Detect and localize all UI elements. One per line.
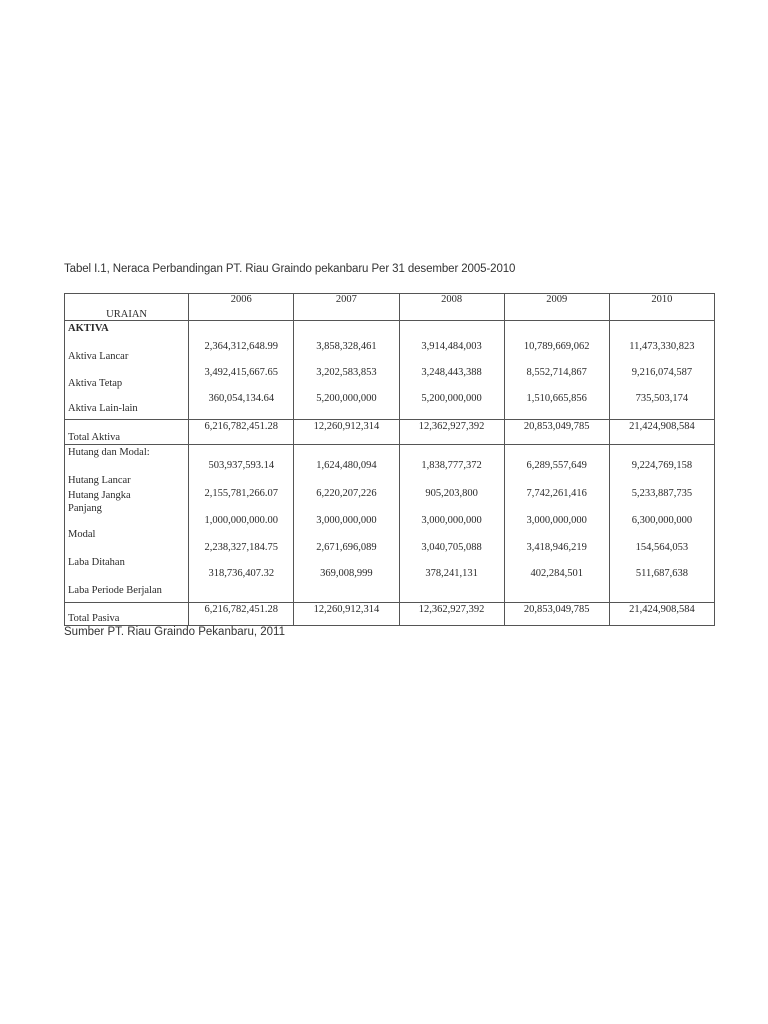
header-uraian: URAIAN xyxy=(65,294,189,321)
modal-label: Modal xyxy=(68,529,96,541)
table-cell: 2,364,312,648.99 xyxy=(204,341,279,353)
table-cell: 3,000,000,000 xyxy=(421,515,482,527)
aktiva-title: AKTIVA xyxy=(68,323,109,335)
total-aktiva-row xyxy=(65,420,715,445)
laba-periode-label: Laba Periode Berjalan xyxy=(68,585,162,597)
pasiva-block xyxy=(65,445,715,602)
table-cell: 6,220,207,226 xyxy=(316,488,377,500)
table-cell: 6,216,782,451.28 xyxy=(189,420,294,445)
total-aktiva-label: Total Aktiva xyxy=(68,432,121,444)
aktiva-values-2008 xyxy=(399,321,504,420)
header-year-2006: 2006 xyxy=(189,294,294,321)
total-pasiva-label-cell xyxy=(65,602,189,625)
table-cell: 5,233,887,735 xyxy=(631,488,693,500)
table-cell: 1,000,000,000.00 xyxy=(204,515,279,527)
table-cell: 6,289,557,649 xyxy=(526,460,587,472)
table-cell: 12,260,912,314 xyxy=(294,420,399,445)
table-cell: 3,492,415,667.65 xyxy=(204,367,279,379)
balance-sheet-table xyxy=(64,293,715,626)
table-cell: 21,424,908,584 xyxy=(609,420,714,445)
table-cell: 5,200,000,000 xyxy=(421,393,482,405)
aktiva-block xyxy=(65,321,715,420)
table-cell: 2,671,696,089 xyxy=(316,542,377,554)
pasiva-values-2006 xyxy=(189,445,294,602)
table-cell: 511,687,638 xyxy=(635,568,688,580)
pasiva-title: Hutang dan Modal: xyxy=(68,447,150,459)
table-cell: 360,054,134.64 xyxy=(208,393,275,405)
header-year-2007: 2007 xyxy=(294,294,399,321)
table-cell: 905,203,800 xyxy=(425,488,478,500)
table-cell: 1,838,777,372 xyxy=(421,460,482,472)
pasiva-values-2009 xyxy=(504,445,609,602)
table-cell: 1,624,480,094 xyxy=(316,460,377,472)
table-cell: 21,424,908,584 xyxy=(609,602,714,625)
table-cell: 735,503,174 xyxy=(635,393,689,405)
table-cell: 369,008,999 xyxy=(320,568,373,580)
aktiva-values-2006 xyxy=(189,321,294,420)
table-cell: 402,284,501 xyxy=(530,568,583,580)
table-cell: 3,202,583,853 xyxy=(316,367,377,379)
table-cell: 3,858,328,461 xyxy=(316,341,377,353)
hutang-jangka-panjang-label: Hutang Jangka Panjang xyxy=(68,490,131,515)
header-row xyxy=(65,294,715,321)
aktiva-labels xyxy=(65,321,189,420)
aktiva-values-2009 xyxy=(504,321,609,420)
aktiva-values-2007 xyxy=(294,321,399,420)
laba-ditahan-label: Laba Ditahan xyxy=(68,557,125,569)
table-cell: 10,789,669,062 xyxy=(523,341,590,353)
table-cell: 5,200,000,000 xyxy=(316,393,377,405)
table-cell: 12,362,927,392 xyxy=(399,602,504,625)
table-cell: 12,260,912,314 xyxy=(294,602,399,625)
aktiva-tetap-label: Aktiva Tetap xyxy=(68,378,123,390)
table-cell: 20,853,049,785 xyxy=(504,420,609,445)
table-cell: 9,224,769,158 xyxy=(631,460,693,472)
table-cell: 3,000,000,000 xyxy=(526,515,587,527)
hutang-lancar-label: Hutang Lancar xyxy=(68,475,131,487)
table-cell: 1,510,665,856 xyxy=(526,393,587,405)
aktiva-values-2010 xyxy=(609,321,714,420)
table-cell: 20,853,049,785 xyxy=(504,602,609,625)
pasiva-labels xyxy=(65,445,189,602)
table-cell: 503,937,593.14 xyxy=(208,460,275,472)
total-aktiva-label-cell xyxy=(65,420,189,445)
table-cell: 3,000,000,000 xyxy=(316,515,377,527)
table-cell: 2,238,327,184.75 xyxy=(204,542,279,554)
table-source-note: Sumber PT. Riau Graindo Pekanbaru, 2011 xyxy=(64,626,285,638)
pasiva-values-2008 xyxy=(399,445,504,602)
header-year-2008: 2008 xyxy=(399,294,504,321)
table-cell: 318,736,407.32 xyxy=(208,568,275,580)
table-caption: Tabel I.1, Neraca Perbandingan PT. Riau Graindo pekanbaru Per 31 desember 2005-2010 xyxy=(64,263,516,275)
table-cell: 11,473,330,823 xyxy=(629,341,695,353)
table-cell: 8,552,714,867 xyxy=(526,367,587,379)
pasiva-values-2007 xyxy=(294,445,399,602)
total-pasiva-row xyxy=(65,602,715,625)
total-pasiva-label: Total Pasiva xyxy=(68,613,120,624)
pasiva-values-2010 xyxy=(609,445,714,602)
header-year-2010: 2010 xyxy=(609,294,714,321)
table-cell: 3,418,946,219 xyxy=(526,542,587,554)
table-cell: 9,216,074,587 xyxy=(631,367,693,379)
table-cell: 2,155,781,266.07 xyxy=(204,488,279,500)
table-cell: 6,216,782,451.28 xyxy=(189,602,294,625)
table-cell: 12,362,927,392 xyxy=(399,420,504,445)
aktiva-lancar-label: Aktiva Lancar xyxy=(68,351,129,363)
table-cell: 3,040,705,088 xyxy=(421,542,482,554)
table-cell: 154,564,053 xyxy=(635,542,689,554)
table-cell: 7,742,261,416 xyxy=(526,488,587,500)
table-cell: 3,914,484,003 xyxy=(421,341,482,353)
aktiva-lain-label: Aktiva Lain-lain xyxy=(68,403,138,415)
table-cell: 3,248,443,388 xyxy=(421,367,482,379)
header-year-2009: 2009 xyxy=(504,294,609,321)
table-cell: 6,300,000,000 xyxy=(631,515,693,527)
table-cell: 378,241,131 xyxy=(425,568,478,580)
